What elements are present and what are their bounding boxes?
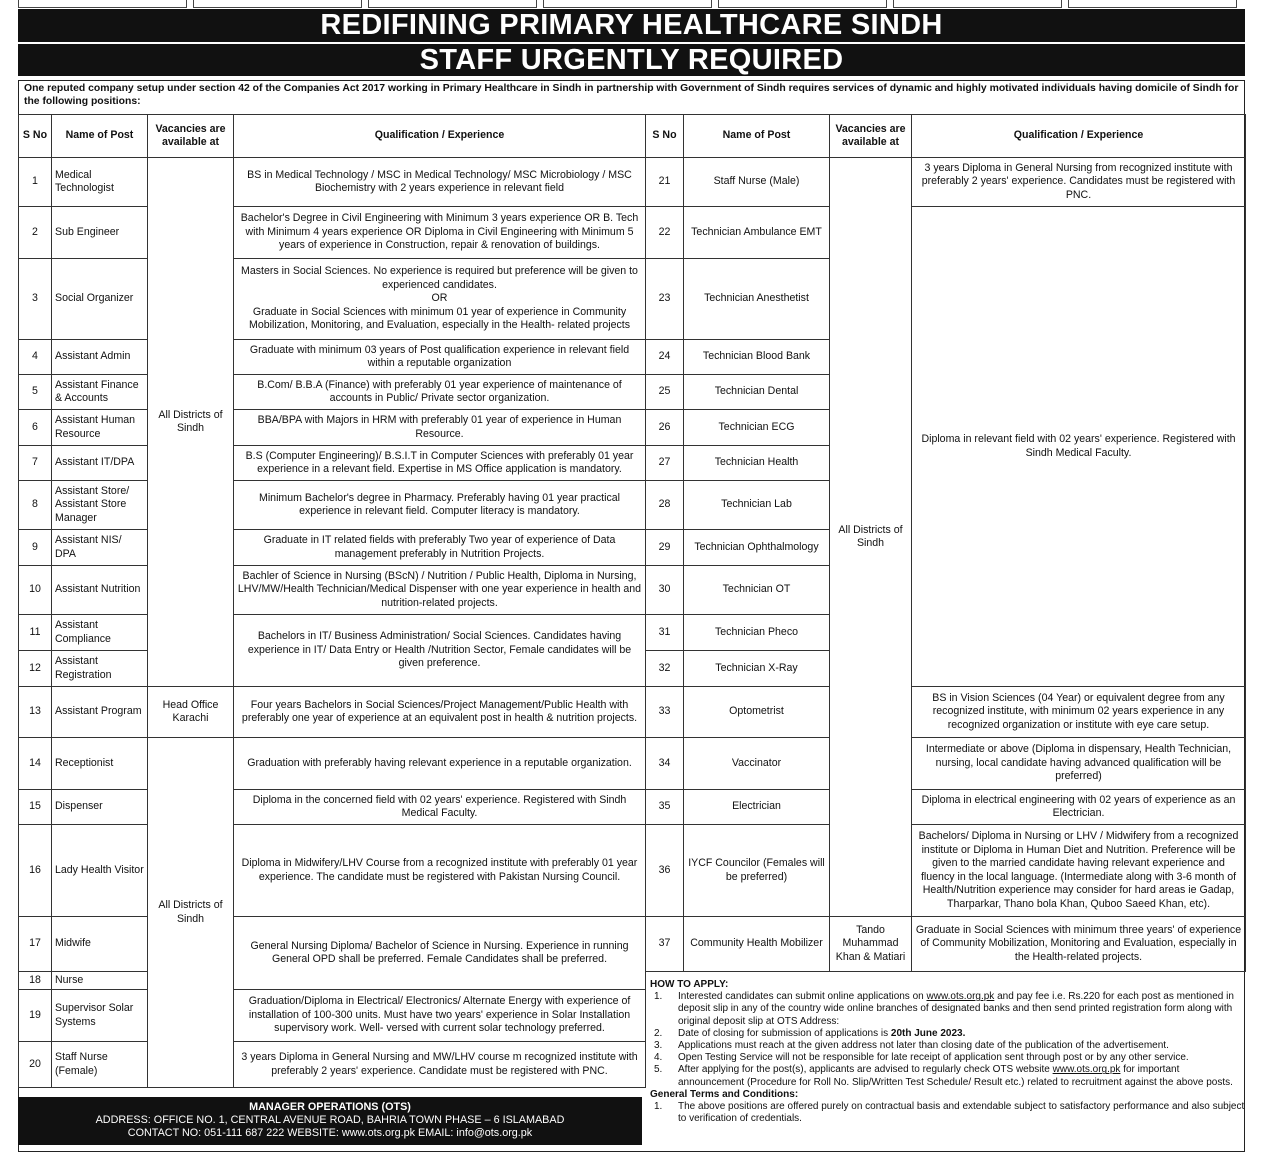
- vacancy-cell: All Districts of Sindh: [148, 738, 234, 1088]
- col-vacancy: Vacancies are available at: [148, 115, 234, 158]
- row-post: IYCF Councilor (Females will be preferred): [684, 825, 830, 917]
- row-post: Technician ECG: [684, 410, 830, 446]
- row-sno: 10: [19, 566, 52, 615]
- vacancy-cell: All Districts of Sindh: [830, 158, 912, 917]
- top-border-strip: [18, 0, 1243, 8]
- row-qual: Graduate with minimum 03 years of Post qualification experience in relevant field within a reputable organization: [234, 340, 646, 375]
- item-text: The above positions are offered purely on contractual basis and extendable subject to satisfactory performance and also subject to verification of credentials.: [678, 1101, 1245, 1125]
- row-sno: 3: [19, 259, 52, 340]
- row-qual: Four years Bachelors in Social Sciences/Project Management/Public Health with preferably one year of experience at an equivalent post in health & nutrition projects.: [234, 687, 646, 738]
- table-row: [646, 917, 1246, 972]
- row-sno: 8: [19, 481, 52, 530]
- row-qual: 3 years Diploma in General Nursing from recognized institute with preferably 2 years' experience. Candidates must be registered with PNC.: [912, 158, 1246, 207]
- qual-part-b: Graduate in Social Sciences with minimum 01 year of experience in Community Mobilization, Monitoring, and Evaluation, especially in the Health- related projects: [249, 305, 630, 332]
- row-qual: Diploma in relevant field with 02 years' experience. Registered with Sindh Medical Faculty.: [912, 207, 1246, 687]
- row-sno: 24: [646, 340, 684, 375]
- row-post: Staff Nurse (Female): [52, 1042, 148, 1088]
- table-row: [19, 917, 646, 972]
- row-post: Assistant Admin: [52, 340, 148, 375]
- row-post: Assistant NIS/ DPA: [52, 530, 148, 566]
- row-post: Technician Ambulance EMT: [684, 207, 830, 259]
- list-item: [650, 1064, 1245, 1088]
- row-post: Technician Dental: [684, 375, 830, 410]
- list-item: [650, 1040, 1245, 1052]
- terms-title: General Terms and Conditions:: [650, 1088, 799, 1100]
- row-post: Assistant Nutrition: [52, 566, 148, 615]
- closing-date: 20th June 2023.: [890, 1027, 966, 1039]
- col-post: Name of Post: [684, 115, 830, 158]
- table-row: [646, 790, 1246, 825]
- row-post: Technician Health: [684, 446, 830, 481]
- table-row: [19, 340, 646, 375]
- item-text-a: After applying for the post(s), applicants are advised to regularly check OTS website: [678, 1064, 1053, 1076]
- row-sno: 32: [646, 651, 684, 687]
- table-row: [19, 566, 646, 615]
- row-sno: 21: [646, 158, 684, 207]
- item-text: Applications must reach at the given address not later than closing date of the publication of the advertisement.: [678, 1040, 1169, 1052]
- table-row: [19, 790, 646, 825]
- row-qual: Bachler of Science in Nursing (BScN) / Nutrition / Public Health, Diploma in Nursing, LHV/MW/Health Technician/Medical Dispenser with one year experience in health and nutrition-related projects.: [234, 566, 646, 615]
- item-text-a: Date of closing for submission of applications is: [678, 1027, 891, 1039]
- table-row: [19, 825, 646, 917]
- item-text-b: and pay fee i.e. Rs.220 for each post as mentioned in deposit slip in any of the country wide online branches of designated banks and then send printed registration form along with original deposit slip at OTS Address:: [678, 991, 1234, 1027]
- row-qual: Bachelor's Degree in Civil Engineering with Minimum 3 years experience OR B. Tech with Minimum 4 years experience OR Diploma in Civil Engineering with Minimum 5 years of experience in Construction, repair & renovation of buildings.: [234, 207, 646, 259]
- row-sno: 31: [646, 615, 684, 651]
- row-sno: 20: [19, 1042, 52, 1088]
- col-vacancy: Vacancies are available at: [830, 115, 912, 158]
- row-sno: 15: [19, 790, 52, 825]
- footer-contact-box: [18, 1097, 642, 1145]
- row-post: Social Organizer: [52, 259, 148, 340]
- item-number: 5.: [654, 1064, 663, 1076]
- intro-text: One reputed company setup under section 42 of the Companies Act 2017 working in Primary Healthcare in Sindh in partnership with Government of Sindh requires services of dynamic and highly motivated individuals having domicile of Sindh for the following positions:: [24, 83, 1239, 107]
- table-row: [646, 825, 1246, 917]
- row-sno: 6: [19, 410, 52, 446]
- vacancy-cell: Tando Muhammad Khan & Matiari: [830, 917, 912, 972]
- row-post: Assistant IT/DPA: [52, 446, 148, 481]
- row-sno: 19: [19, 990, 52, 1042]
- row-sno: 26: [646, 410, 684, 446]
- row-sno: 36: [646, 825, 684, 917]
- table-header-row: [19, 115, 646, 158]
- row-post: Assistant Finance & Accounts: [52, 375, 148, 410]
- row-sno: 27: [646, 446, 684, 481]
- footer-address: ADDRESS: OFFICE NO. 1, CENTRAL AVENUE ROAD, BAHRIA TOWN PHASE – 6 ISLAMABAD: [95, 1114, 565, 1126]
- col-sno: S No: [646, 115, 684, 158]
- item-text-b: for important announcement (Procedure for Roll No. Slip/Written Test Schedule/ Result etc.) related to recruitment against the above posts.: [678, 1064, 1233, 1088]
- row-post: Assistant Compliance: [52, 615, 148, 651]
- item-number: 1.: [654, 1101, 663, 1113]
- item-text: [678, 1028, 1245, 1040]
- row-sno: 18: [19, 972, 52, 990]
- row-post: Technician Blood Bank: [684, 340, 830, 375]
- row-post: Technician Lab: [684, 481, 830, 530]
- table-row: [19, 259, 646, 340]
- row-sno: 28: [646, 481, 684, 530]
- row-qual: Graduation/Diploma in Electrical/ Electronics/ Alternate Energy with experience of installation of 100-300 units. Must have two years' experience in Solar Installation supervisory work. Well- versed with current solar technology preferred.: [234, 990, 646, 1042]
- row-sno: 16: [19, 825, 52, 917]
- row-post: Sub Engineer: [52, 207, 148, 259]
- row-post: Technician Pheco: [684, 615, 830, 651]
- row-post: Technician Ophthalmology: [684, 530, 830, 566]
- row-sno: 34: [646, 738, 684, 790]
- row-qual: Graduate in Social Sciences with minimum three years' of experience of Community Mobilization, Monitoring and Evaluation, especially in the Health-related projects.: [912, 917, 1246, 972]
- row-post: Assistant Program: [52, 687, 148, 738]
- row-post: Lady Health Visitor: [52, 825, 148, 917]
- item-number: 1.: [654, 991, 663, 1003]
- row-sno: 33: [646, 687, 684, 738]
- row-sno: 11: [19, 615, 52, 651]
- list-item: [650, 1052, 1245, 1064]
- table-row: [19, 375, 646, 410]
- row-qual: Minimum Bachelor's degree in Pharmacy. Preferably having 01 year practical experience in relevant field. Computer literacy is mandatory.: [234, 481, 646, 530]
- row-sno: 7: [19, 446, 52, 481]
- row-qual: Diploma in electrical engineering with 02 years of experience as an Electrician.: [912, 790, 1246, 825]
- table-row: [646, 738, 1246, 790]
- row-sno: 17: [19, 917, 52, 972]
- row-post: Nurse: [52, 972, 148, 990]
- col-qual: Qualification / Experience: [912, 115, 1246, 158]
- row-qual: Graduate in IT related fields with preferably Two year of experience of Data management preferably in Nutrition Projects.: [234, 530, 646, 566]
- row-post: Midwife: [52, 917, 148, 972]
- left-positions-table: [18, 114, 646, 1088]
- row-qual: B.Com/ B.B.A (Finance) with preferably 01 year experience of maintenance of accounts in Public/ Private sector organization.: [234, 375, 646, 410]
- row-post: Assistant Store/ Assistant Store Manager: [52, 481, 148, 530]
- row-post: Supervisor Solar Systems: [52, 990, 148, 1042]
- row-sno: 37: [646, 917, 684, 972]
- row-sno: 1: [19, 158, 52, 207]
- row-qual: Bachelors in IT/ Business Administration/ Social Sciences. Candidates having experience in IT/ Data Entry or Health /Nutrition Sector, Female candidates will be given preference.: [234, 615, 646, 687]
- row-post: Vaccinator: [684, 738, 830, 790]
- qual-or: OR: [431, 292, 448, 305]
- table-row: [19, 446, 646, 481]
- row-post: Staff Nurse (Male): [684, 158, 830, 207]
- page-subtitle: STAFF URGENTLY REQUIRED: [18, 44, 1245, 76]
- row-post: Receptionist: [52, 738, 148, 790]
- row-post: Community Health Mobilizer: [684, 917, 830, 972]
- item-text: Open Testing Service will not be responsible for late receipt of application sent through post or by any other service.: [678, 1052, 1189, 1064]
- row-qual: Intermediate or above (Diploma in dispensary, Health Technician, nursing, local candidate having advanced qualification will be preferred): [912, 738, 1246, 790]
- row-sno: 4: [19, 340, 52, 375]
- row-qual: B.S (Computer Engineering)/ B.S.I.T in Computer Sciences with preferably 01 year experience in a relevant field. Expertise in MS Office application is mandatory.: [234, 446, 646, 481]
- row-qual: General Nursing Diploma/ Bachelor of Science in Nursing. Experience in running General OPD shall be preferred. Female Candidates shall be preferred.: [234, 917, 646, 990]
- vacancy-cell: All Districts of Sindh: [148, 158, 234, 687]
- row-post: Electrician: [684, 790, 830, 825]
- row-post: Medical Technologist: [52, 158, 148, 207]
- table-row: [646, 207, 1246, 259]
- vacancy-cell: Head Office Karachi: [148, 687, 234, 738]
- row-post: Assistant Registration: [52, 651, 148, 687]
- row-post: Dispenser: [52, 790, 148, 825]
- row-sno: 30: [646, 566, 684, 615]
- row-post: Assistant Human Resource: [52, 410, 148, 446]
- col-sno: S No: [19, 115, 52, 158]
- row-qual: Diploma in Midwifery/LHV Course from a recognized institute with preferably 01 year experience. The candidate must be registered with Pakistan Nursing Council.: [234, 825, 646, 917]
- row-sno: 9: [19, 530, 52, 566]
- row-sno: 14: [19, 738, 52, 790]
- row-qual: BS in Medical Technology / MSC in Medical Technology/ MSC Microbiology / MSC Biochemistry with 2 years experience in relevant field: [234, 158, 646, 207]
- table-row: [19, 990, 646, 1042]
- row-qual: 3 years Diploma in General Nursing and MW/LHV course m recognized institute with preferably 2 years' experience. Candidate must be registered with PNC.: [234, 1042, 646, 1088]
- list-item: [650, 1101, 1245, 1125]
- table-row: [646, 687, 1246, 738]
- table-row: [19, 738, 646, 790]
- item-text: [678, 991, 1245, 1028]
- footer-contact: CONTACT NO: 051-111 687 222 WEBSITE: www.ots.org.pk EMAIL: info@ots.org.pk: [127, 1127, 533, 1139]
- row-sno: 23: [646, 259, 684, 340]
- qual-part-a: Masters in Social Sciences. No experience is required but preference will be given to experienced candidates.: [241, 265, 638, 291]
- table-row: [19, 1042, 646, 1088]
- footer-title: MANAGER OPERATIONS (OTS): [249, 1101, 411, 1113]
- item-number: 4.: [654, 1052, 663, 1064]
- table-row: [19, 481, 646, 530]
- page-title: REDIFINING PRIMARY HEALTHCARE SINDH: [18, 9, 1245, 42]
- row-qual: Bachelors/ Diploma in Nursing or LHV / Midwifery from a recognized institute or Diploma in Human Diet and Nutrition. Preference will be given to the married candidate having relevant experience and fluency in the local language. (Intermediate along with 3-6 month of Health/Nutrition experience may consider for hard areas ie Gadap, Tharparkar, Thano bola Khan, Quboo Saeed Khan, etc).: [912, 825, 1246, 917]
- row-sno: 22: [646, 207, 684, 259]
- row-sno: 35: [646, 790, 684, 825]
- row-sno: 29: [646, 530, 684, 566]
- row-post: Technician Anesthetist: [684, 259, 830, 340]
- col-qual: Qualification / Experience: [234, 115, 646, 158]
- table-row: [19, 530, 646, 566]
- row-post: Technician OT: [684, 566, 830, 615]
- table-row: [19, 687, 646, 738]
- row-sno: 5: [19, 375, 52, 410]
- row-qual: Graduation with preferably having relevant experience in a reputable organization.: [234, 738, 646, 790]
- how-to-apply-section: [650, 979, 1245, 1125]
- row-qual: Diploma in the concerned field with 02 years' experience. Registered with Sindh Medical Faculty.: [234, 790, 646, 825]
- row-sno: 2: [19, 207, 52, 259]
- row-post: Technician X-Ray: [684, 651, 830, 687]
- table-row: [19, 207, 646, 259]
- row-qual: [234, 259, 646, 340]
- right-positions-table: [645, 114, 1246, 972]
- item-number: 3.: [654, 1040, 663, 1052]
- ots-website-link[interactable]: www.ots.org.pk: [1052, 1064, 1121, 1076]
- row-qual: BS in Vision Sciences (04 Year) or equivalent degree from any recognized institute, with minimum 02 years experience in any recognized organization or institute with eye care setup.: [912, 687, 1246, 738]
- item-text-a: Interested candidates can submit online applications on: [678, 991, 927, 1003]
- table-row: [19, 410, 646, 446]
- item-text: [678, 1064, 1245, 1088]
- table-row: [19, 615, 646, 651]
- col-post: Name of Post: [52, 115, 148, 158]
- row-qual: BBA/BPA with Majors in HRM with preferably 01 year of experience in Human Resource.: [234, 410, 646, 446]
- how-to-apply-title: HOW TO APPLY:: [650, 979, 729, 990]
- list-item: [650, 991, 1245, 1028]
- row-sno: 13: [19, 687, 52, 738]
- row-post: Optometrist: [684, 687, 830, 738]
- table-row: [19, 158, 646, 207]
- ots-website-link[interactable]: www.ots.org.pk: [926, 991, 995, 1003]
- table-row: [646, 158, 1246, 207]
- row-sno: 12: [19, 651, 52, 687]
- list-item: [650, 1028, 1245, 1040]
- table-header-row: [646, 115, 1246, 158]
- item-number: 2.: [654, 1027, 663, 1039]
- row-sno: 25: [646, 375, 684, 410]
